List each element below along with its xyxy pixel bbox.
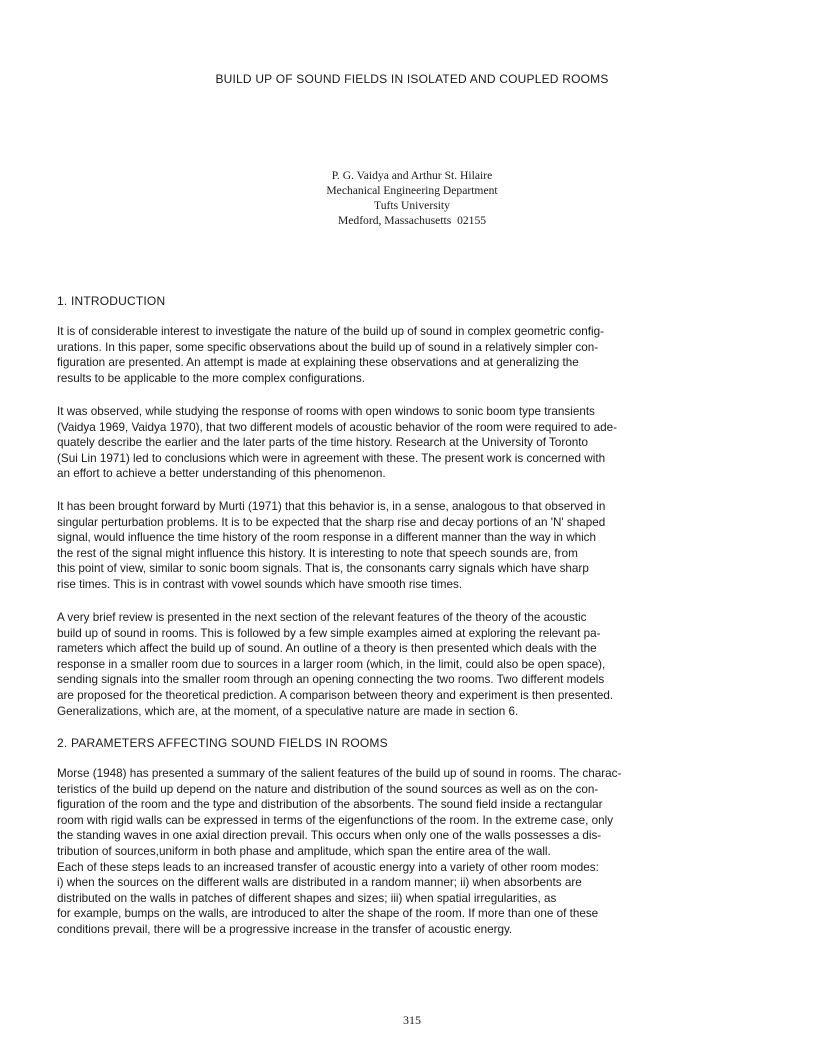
- text-line: A very brief review is presented in the next section of the relevant features of the theory of the acoustic: [57, 611, 587, 624]
- text-line: an effort to achieve a better understanding of this phenomenon.: [57, 467, 386, 481]
- paragraph: [57, 404, 773, 482]
- text-line: figuration of the room and the type and distribution of the absorbents. The sound field inside a rectangular: [57, 798, 603, 812]
- text-line: Morse (1948) has presented a summary of the salient features of the build up of sound in rooms. The charac-: [57, 767, 622, 780]
- paper-title: BUILD UP OF SOUND FIELDS IN ISOLATED AND COUPLED ROOMS: [215, 72, 609, 86]
- text-line: room with rigid walls can be expressed in terms of the eigenfunctions of the room. In the extreme case, only: [57, 813, 614, 827]
- author-names: P. G. Vaidya and Arthur St. Hilaire: [331, 169, 493, 182]
- text-line: response in a smaller room due to sources in a larger room (which, in the limit, could also be open space),: [57, 657, 606, 671]
- page-number: 315: [403, 1013, 421, 1027]
- section-1-heading: 1. INTRODUCTION: [57, 294, 166, 308]
- text-line: quately describe the earlier and the later parts of the time history. Research at the University of Toronto: [57, 436, 588, 450]
- paragraph: [57, 766, 773, 938]
- text-line: (Vaidya 1969, Vaidya 1970), that two different models of acoustic behavior of the room were required to ade-: [57, 420, 618, 434]
- paragraph: [57, 610, 773, 719]
- text-line: teristics of the build up depend on the nature and distribution of the sound sources as well as on the con-: [57, 782, 599, 796]
- author-university: Tufts University: [374, 199, 450, 212]
- author-block: [0, 168, 824, 228]
- text-line: (Sui Lin 1971) led to conclusions which were in agreement with these. The present work is concerned with: [57, 451, 606, 465]
- author-department: Mechanical Engineering Department: [326, 184, 498, 197]
- text-line: It was observed, while studying the response of rooms with open windows to sonic boom type transients: [57, 405, 595, 418]
- author-address: Medford, Massachusetts 02155: [337, 214, 487, 227]
- text-line: sending signals into the smaller room through an opening connecting the two rooms. Two different models: [57, 673, 605, 687]
- text-line: singular perturbation problems. It is to be expected that the sharp rise and decay portions of an 'N' shaped: [57, 515, 606, 529]
- text-line: distributed on the walls in patches of different shapes and sizes; iii) when spatial irregularities, as: [57, 891, 557, 905]
- text-line: urations. In this paper, some specific observations about the build up of sound in a relatively simpler con-: [57, 340, 599, 354]
- text-line: results to be applicable to the more complex configurations.: [57, 371, 365, 385]
- text-line: Generalizations, which are, at the moment, of a speculative nature are made in section 6.: [57, 704, 519, 718]
- text-line: It has been brought forward by Murti (1971) that this behavior is, in a sense, analogous to that observed in: [57, 500, 606, 513]
- text-line: figuration are presented. An attempt is made at explaining these observations and at generalizing the: [57, 356, 579, 370]
- paragraph: [57, 324, 773, 386]
- text-line: the rest of the signal might influence this history. It is interesting to note that speech sounds are, from: [57, 546, 578, 560]
- paragraph: [57, 499, 773, 593]
- text-line: conditions prevail, there will be a progressive increase in the transfer of acoustic energy.: [57, 922, 513, 936]
- text-line: Each of these steps leads to an increased transfer of acoustic energy into a variety of other room modes:: [57, 860, 599, 874]
- text-line: the standing waves in one axial direction prevail. This occurs when only one of the walls possesses a dis-: [57, 829, 602, 843]
- section-2-heading: 2. PARAMETERS AFFECTING SOUND FIELDS IN ROOMS: [57, 736, 388, 750]
- text-line: rameters which affect the build up of sound. An outline of a theory is then presented which deals with the: [57, 642, 597, 656]
- text-line: signal, would influence the time history of the room response in a different manner than the way in which: [57, 531, 597, 545]
- text-line: i) when the sources on the different walls are distributed in a random manner; ii) when absorbents are: [57, 876, 582, 890]
- text-line: It is of considerable interest to investigate the nature of the build up of sound in complex geometric config-: [57, 325, 605, 338]
- text-line: are proposed for the theoretical prediction. A comparison between theory and experiment is then presented.: [57, 688, 614, 702]
- text-line: build up of sound in rooms. This is followed by a few simple examples aimed at exploring the relevant pa-: [57, 626, 601, 640]
- text-line: this point of view, similar to sonic boom signals. That is, the consonants carry signals which have sharp: [57, 562, 589, 576]
- text-line: rise times. This is in contrast with vowel sounds which have smooth rise times.: [57, 577, 463, 591]
- text-line: tribution of sources,uniform in both phase and amplitude, which span the entire area of the wall.: [57, 844, 551, 858]
- text-line: for example, bumps on the walls, are introduced to alter the shape of the room. If more than one of these: [57, 907, 599, 921]
